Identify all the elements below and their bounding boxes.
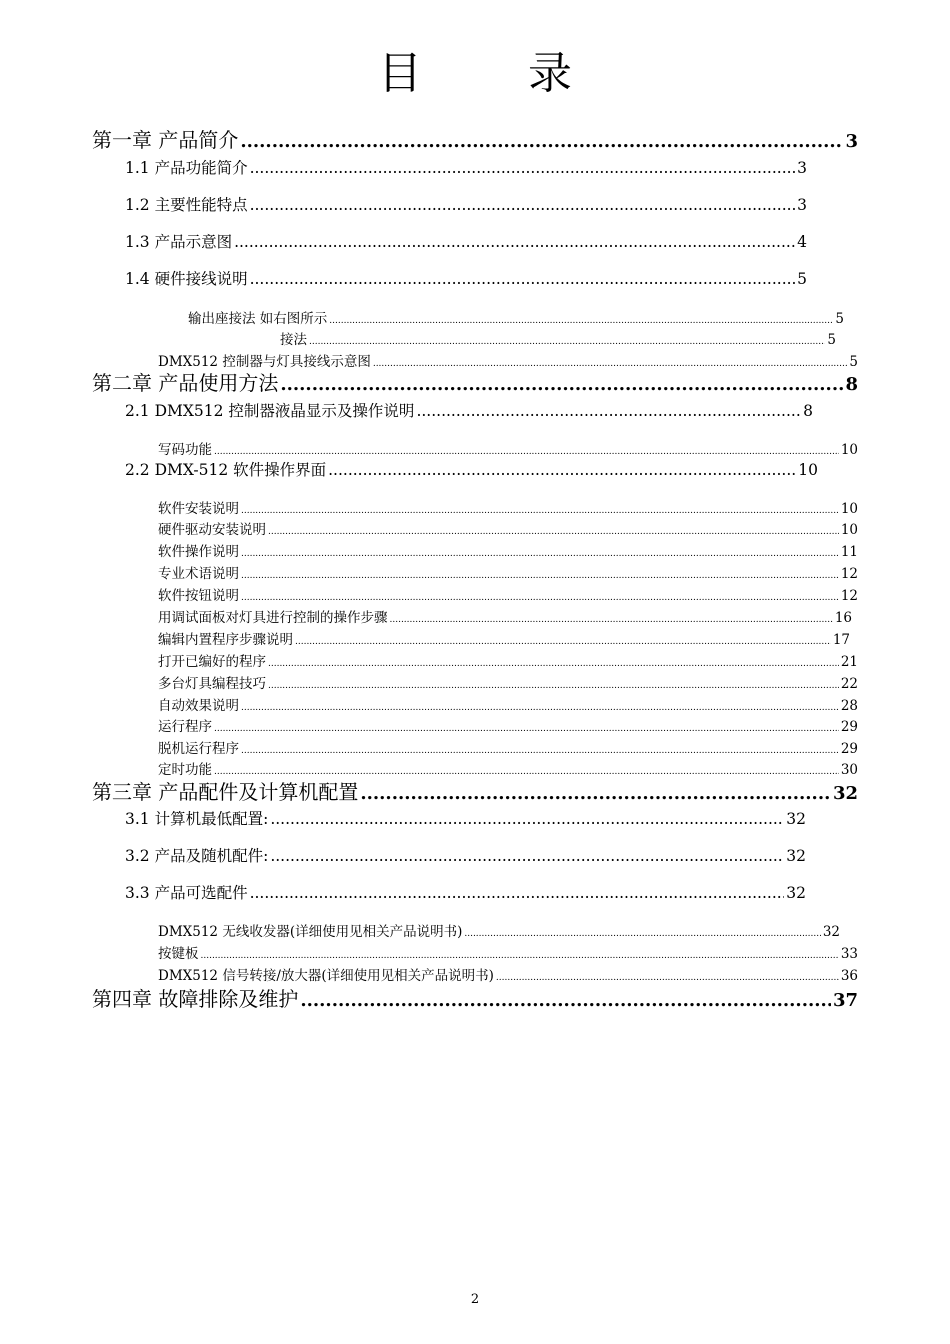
toc-label: DMX512 无线收发器(详细使用见相关产品说明书): [158, 924, 463, 940]
leader-dots: [240, 131, 843, 152]
leader-dots: [241, 746, 839, 756]
toc-entry: [158, 518, 858, 536]
toc-label: 软件操作说明: [158, 544, 239, 560]
toc-page: 11: [840, 544, 858, 560]
leader-dots: [295, 637, 831, 647]
toc-page: 32: [832, 783, 858, 804]
leader-dots: [360, 783, 831, 804]
toc-label: 输出座接法 如右图所示: [188, 311, 328, 327]
toc-page: 36: [840, 968, 858, 984]
toc-page: 10: [840, 442, 858, 458]
toc-entry: [158, 694, 858, 712]
toc-entry: [158, 758, 858, 776]
toc-page: 29: [840, 719, 858, 735]
toc-entry: [125, 193, 807, 215]
toc-page: 5: [827, 332, 836, 348]
toc-label: 运行程序: [158, 719, 212, 735]
leader-dots: [270, 847, 784, 865]
leader-dots: [250, 884, 785, 902]
page-number: 2: [470, 1292, 480, 1307]
leader-dots: [416, 402, 801, 420]
toc-page: 3: [797, 159, 807, 177]
toc-label: 自动效果说明: [158, 698, 239, 714]
toc-entry: [158, 438, 858, 456]
leader-dots: [201, 951, 839, 961]
toc-page: 3: [797, 196, 807, 214]
toc-entry-chapter-2: [92, 367, 858, 393]
toc-label: 1.4 硬件接线说明: [125, 270, 248, 288]
toc-label: 多台灯具编程技巧: [158, 676, 266, 692]
toc-label: 第二章 产品使用方法: [92, 371, 279, 395]
toc-entry-chapter-3: [92, 776, 858, 802]
leader-dots: [496, 973, 839, 983]
leader-dots: [309, 337, 825, 347]
toc-page: 5: [849, 354, 858, 370]
toc-label: 1.1 产品功能简介: [125, 159, 248, 177]
toc-entry: [158, 628, 850, 646]
leader-dots: [214, 724, 839, 734]
toc-entry: [125, 458, 818, 480]
toc-entry: [158, 540, 858, 558]
toc-label: 按键板: [158, 946, 199, 962]
leader-dots: [280, 374, 843, 395]
toc-label: 1.2 主要性能特点: [125, 196, 248, 214]
toc-entry: [125, 881, 806, 903]
leader-dots: [214, 447, 839, 457]
toc-entry: [125, 230, 807, 252]
toc-page: 16: [834, 610, 852, 626]
toc-entry: [158, 562, 858, 580]
toc-entry: [158, 737, 858, 755]
toc-label: 1.3 产品示意图: [125, 233, 233, 251]
toc-page: 5: [835, 311, 844, 327]
leader-dots: [328, 461, 796, 479]
toc-label: DMX512 信号转接/放大器(详细使用见相关产品说明书): [158, 968, 494, 984]
toc-page: 29: [840, 741, 858, 757]
toc-page: 8: [845, 374, 858, 395]
toc-entry: [125, 267, 807, 289]
toc-entry: [158, 350, 858, 368]
toc-label: 接法: [280, 332, 307, 348]
toc-page: 32: [786, 810, 806, 828]
toc-entry: [125, 156, 807, 178]
toc-page: 33: [840, 946, 858, 962]
toc-label: 硬件驱动安装说明: [158, 522, 266, 538]
toc-entry: [158, 497, 858, 515]
toc-label: 第三章 产品配件及计算机配置: [92, 780, 359, 804]
toc-label: 3.1 计算机最低配置:: [125, 810, 269, 828]
toc-label: 脱机运行程序: [158, 741, 239, 757]
toc-page: 21: [840, 654, 858, 670]
toc-page: 30: [840, 762, 858, 778]
toc-page: 28: [840, 698, 858, 714]
toc-label: 第四章 故障排除及维护: [92, 987, 299, 1011]
toc-page: 32: [786, 884, 806, 902]
toc-entry: [125, 844, 806, 866]
leader-dots: [390, 615, 833, 625]
toc-entry: [158, 606, 852, 624]
toc-label: DMX512 控制器与灯具接线示意图: [158, 354, 371, 370]
leader-dots: [329, 316, 833, 326]
toc-page: 10: [840, 522, 858, 538]
toc-label: 用调试面板对灯具进行控制的操作步骤: [158, 610, 388, 626]
toc-page: 12: [840, 566, 858, 582]
leader-dots: [464, 929, 820, 939]
leader-dots: [241, 571, 839, 581]
toc-page: 4: [797, 233, 807, 251]
toc-entry-chapter-1: [92, 124, 858, 150]
toc-page: 22: [840, 676, 858, 692]
toc-label: 2.2 DMX-512 软件操作界面: [125, 461, 327, 479]
toc-entry-chapter-4: [92, 983, 858, 1009]
toc-label: 打开已编好的程序: [158, 654, 266, 670]
leader-dots: [268, 659, 839, 669]
toc-page: 10: [840, 501, 858, 517]
toc-label: 软件安装说明: [158, 501, 239, 517]
toc-page: 32: [786, 847, 806, 865]
toc-entry: [158, 650, 858, 668]
toc-label: 定时功能: [158, 762, 212, 778]
toc-title: 目 录: [378, 48, 618, 99]
toc-entry: [158, 964, 858, 982]
leader-dots: [270, 810, 784, 828]
leader-dots: [241, 703, 839, 713]
toc-label: 编辑内置程序步骤说明: [158, 632, 293, 648]
toc-page: 8: [803, 402, 813, 420]
toc-label: 3.3 产品可选配件: [125, 884, 248, 902]
leader-dots: [268, 527, 839, 537]
leader-dots: [250, 270, 796, 288]
toc-entry: [125, 399, 813, 421]
toc-entry: [158, 715, 858, 733]
toc-label: 3.2 产品及随机配件:: [125, 847, 269, 865]
toc-page: 32: [822, 924, 840, 940]
toc-label: 第一章 产品简介: [92, 128, 239, 152]
leader-dots: [268, 681, 839, 691]
toc-entry: [158, 942, 858, 960]
toc-page: 5: [797, 270, 807, 288]
toc-entry: [125, 807, 806, 829]
leader-dots: [241, 549, 839, 559]
leader-dots: [250, 196, 796, 214]
toc-entry: [158, 920, 840, 938]
toc-page: 3: [845, 131, 858, 152]
toc-page: 37: [832, 990, 858, 1011]
leader-dots: [250, 159, 796, 177]
toc-entry: [158, 584, 858, 602]
toc-label: 写码功能: [158, 442, 212, 458]
leader-dots: [241, 506, 839, 516]
toc-page: 10: [798, 461, 818, 479]
leader-dots: [300, 990, 831, 1011]
toc-page: 17: [832, 632, 850, 648]
leader-dots: [234, 233, 795, 251]
toc-label: 专业术语说明: [158, 566, 239, 582]
toc-entry: [188, 307, 844, 325]
toc-label: 2.1 DMX512 控制器液晶显示及操作说明: [125, 402, 415, 420]
leader-dots: [241, 593, 839, 603]
toc-entry: [280, 328, 836, 346]
toc-page: 12: [840, 588, 858, 604]
toc-label: 软件按钮说明: [158, 588, 239, 604]
toc-entry: [158, 672, 858, 690]
